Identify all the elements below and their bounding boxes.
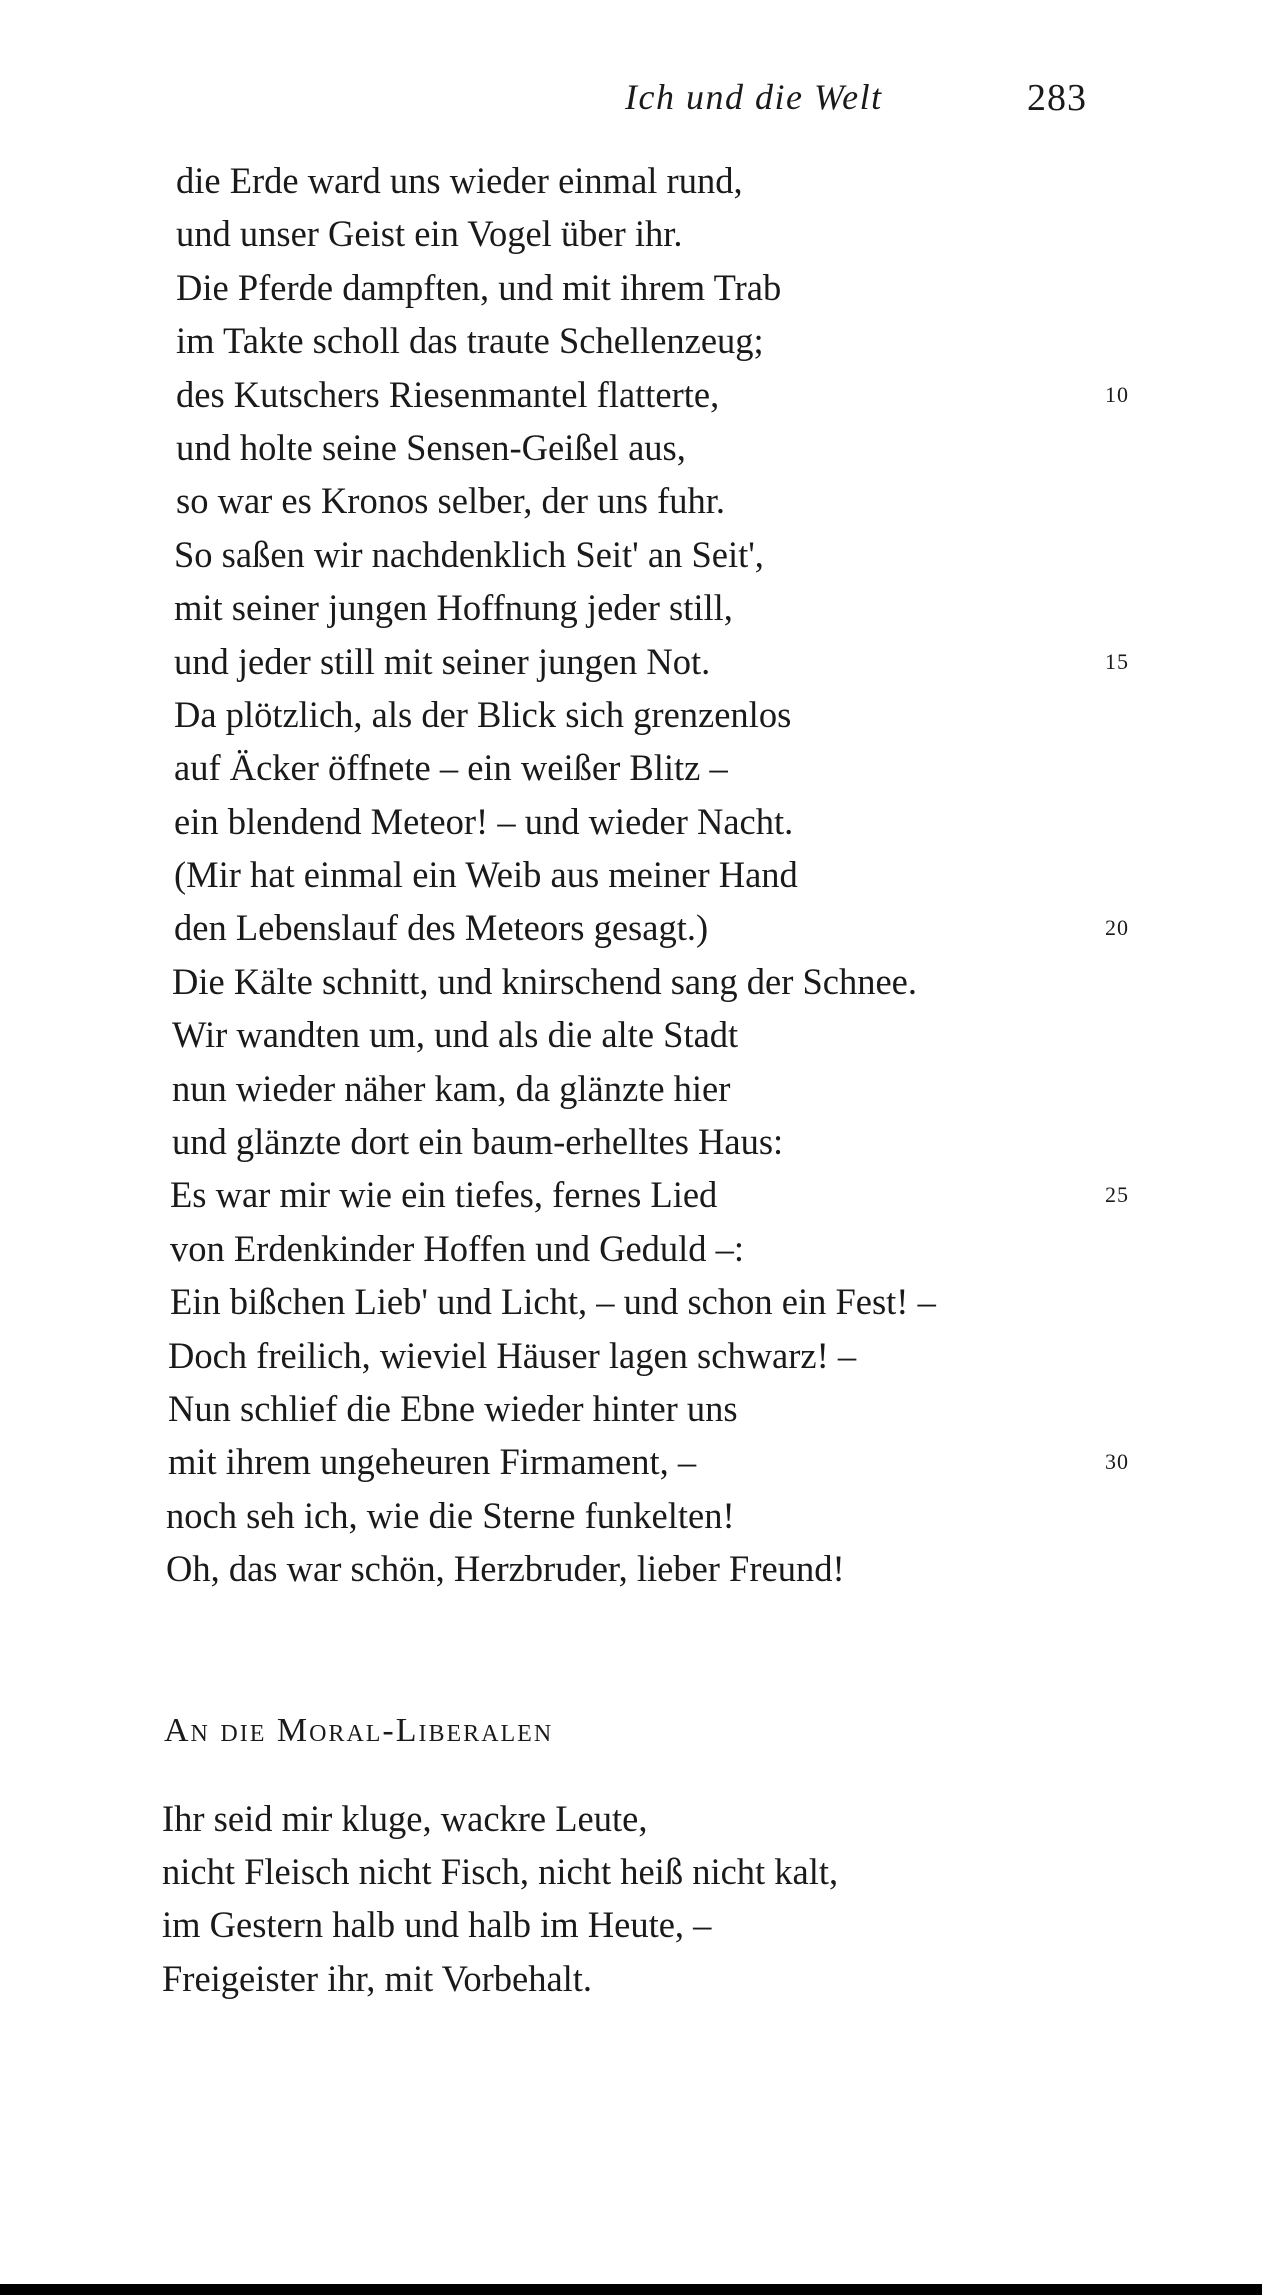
poem-line-text: Ihr seid mir kluge, wackre Leute, <box>162 1798 648 1839</box>
poem-line-text: (Mir hat einmal ein Weib aus meiner Hand <box>174 854 798 896</box>
poem-line-text: Ein bißchen Lieb' und Licht, – und schon ein Fest! – <box>170 1281 936 1323</box>
poem-line <box>0 581 1262 634</box>
poem-line <box>0 1435 1262 1488</box>
poem-line-text: des Kutschers Riesenmantel flatterte, <box>176 373 720 415</box>
poem-line <box>0 1542 1262 1595</box>
poem-line <box>0 1168 1262 1221</box>
poem-line <box>0 1329 1262 1382</box>
poem-line <box>0 261 1262 314</box>
poem-an-die-moral-liberalen <box>0 1792 1262 2005</box>
poem-line-text: die Erde ward uns wieder einmal rund, <box>176 160 743 201</box>
poem-line-text: nun wieder näher kam, da glänzte hier <box>172 1067 731 1109</box>
poem-line-text: und glänzte dort ein baum-erhelltes Haus: <box>172 1121 784 1163</box>
poem-line-text: Es war mir wie ein tiefes, fernes Lied <box>170 1174 718 1216</box>
poem-line-text: ein blendend Meteor! – und wieder Nacht. <box>174 800 794 842</box>
poem-line-text: noch seh ich, wie die Sterne funkelten! <box>166 1494 735 1536</box>
poem-line <box>0 474 1262 527</box>
poem-line-text: Die Pferde dampften, und mit ihrem Trab <box>176 266 782 308</box>
poem-line <box>0 1952 1262 2005</box>
page-number: 283 <box>1027 77 1087 119</box>
poem-line <box>0 1222 1262 1275</box>
poem-line-text: auf Äcker öffnete – ein weißer Blitz – <box>174 747 728 789</box>
poem-line-text: Oh, das war schön, Herzbruder, lieber Freund! <box>166 1548 845 1590</box>
poem-line <box>0 688 1262 741</box>
poem-line-text: Die Kälte schnitt, und knirschend sang der Schnee. <box>172 960 918 1002</box>
poem-line-text: und jeder still mit seiner jungen Not. <box>174 640 711 682</box>
line-number: 25 <box>1105 1182 1129 1208</box>
poem-line <box>0 528 1262 581</box>
poem-line-text: Da plötzlich, als der Blick sich grenzenlos <box>174 693 792 735</box>
poem-title-text: An die Moral-Liberalen <box>164 1712 554 1749</box>
poem-line-text: Doch freilich, wieviel Häuser lagen schwarz! – <box>168 1334 857 1376</box>
poem-line-text: mit ihrem ungeheuren Firmament, – <box>168 1441 697 1483</box>
poem-line <box>0 314 1262 367</box>
poem-line-text: im Gestern halb und halb im Heute, – <box>162 1904 712 1946</box>
poem-line-text: nicht Fleisch nicht Fisch, nicht heiß nicht kalt, <box>162 1851 839 1893</box>
poem-continuation <box>0 154 1262 1596</box>
poem-line <box>0 154 1262 207</box>
scan-edge-bar <box>0 2284 1262 2295</box>
poem-line <box>0 1898 1262 1951</box>
poem-line-text: so war es Kronos selber, der uns fuhr. <box>176 480 725 522</box>
poem-line <box>0 1382 1262 1435</box>
poem-line <box>0 368 1262 421</box>
poem-line <box>0 1008 1262 1061</box>
poem-line <box>0 901 1262 954</box>
poem-line-text: im Takte scholl das traute Schellenzeug; <box>176 320 764 362</box>
poem-line-text: und holte seine Sensen-Geißel aus, <box>176 426 686 468</box>
poem-line <box>0 635 1262 688</box>
poem-line <box>0 1115 1262 1168</box>
poem-line <box>0 421 1262 474</box>
running-head <box>0 70 1262 130</box>
poem-line <box>0 1845 1262 1898</box>
poem-line <box>0 1489 1262 1542</box>
line-number: 10 <box>1105 381 1129 407</box>
line-number: 20 <box>1105 915 1129 941</box>
poem-title <box>164 1712 553 1750</box>
poem-line <box>0 1792 1262 1845</box>
poem-line-text: von Erdenkinder Hoffen und Geduld –: <box>170 1227 745 1269</box>
poem-line <box>0 848 1262 901</box>
poem-line-text: mit seiner jungen Hoffnung jeder still, <box>174 587 733 629</box>
poem-line-text: Nun schlief die Ebne wieder hinter uns <box>168 1387 738 1429</box>
poem-line <box>0 1062 1262 1115</box>
poem-line <box>0 1275 1262 1328</box>
poem-line-text: Freigeister ihr, mit Vorbehalt. <box>162 1957 593 1999</box>
poem-line <box>0 207 1262 260</box>
poem-line <box>0 955 1262 1008</box>
poem-line <box>0 741 1262 794</box>
poem-line-text: Wir wandten um, und als die alte Stadt <box>172 1014 739 1056</box>
line-number: 30 <box>1105 1449 1129 1475</box>
poem-line-text: den Lebenslauf des Meteors gesagt.) <box>174 907 709 949</box>
poem-line <box>0 795 1262 848</box>
running-title: Ich und die Welt <box>625 77 883 117</box>
poem-line-text: So saßen wir nachdenklich Seit' an Seit', <box>174 533 764 575</box>
poem-line-text: und unser Geist ein Vogel über ihr. <box>176 213 683 255</box>
line-number: 15 <box>1105 648 1129 674</box>
